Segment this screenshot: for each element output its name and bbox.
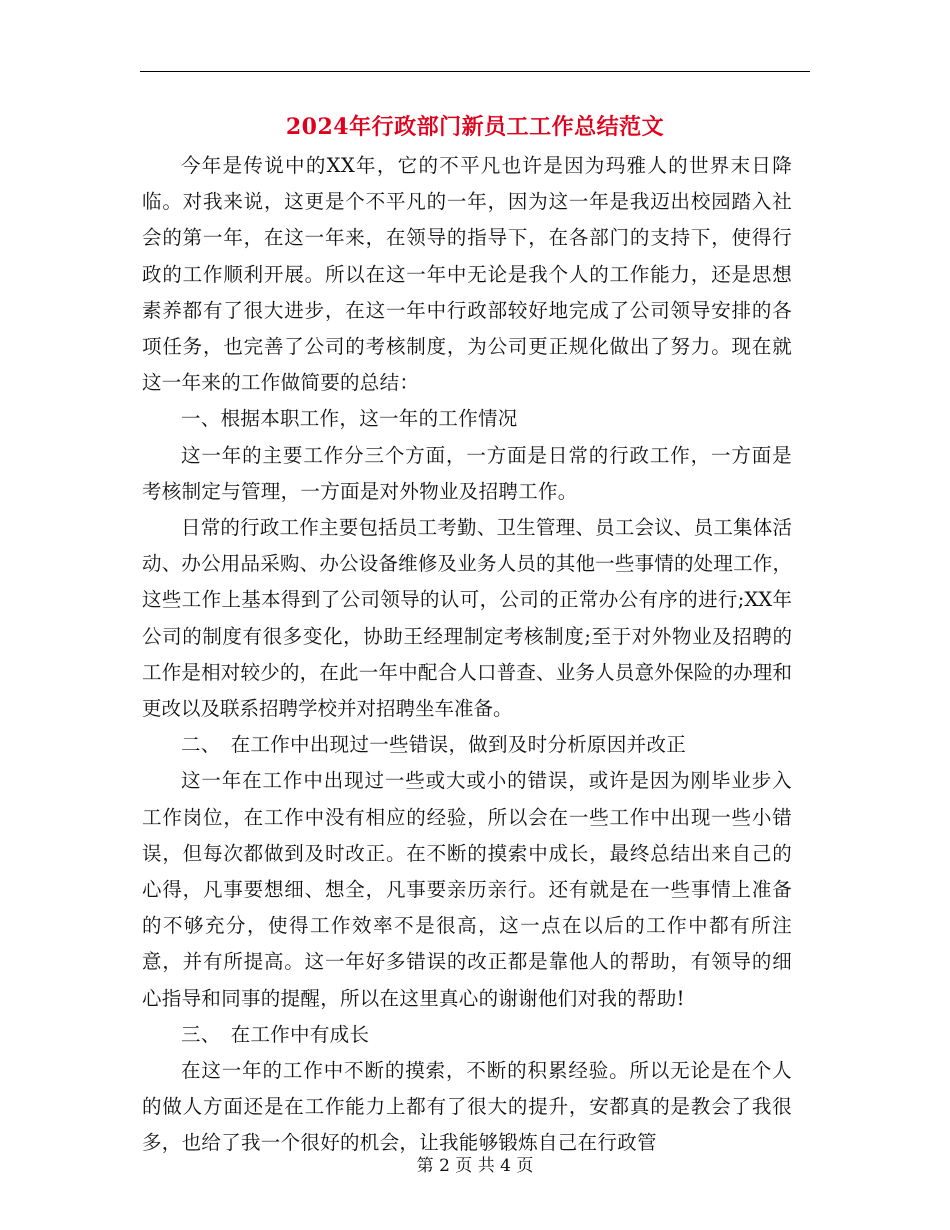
document-title: 2024年行政部门新员工工作总结范文 xyxy=(285,114,665,140)
body-paragraph: 这一年的主要工作分三个方面，一方面是日常的行政工作，一方面是考核制定与管理，一方面是对外物业及招聘工作。 xyxy=(142,443,792,503)
section-heading-1: 一、根据本职工作，这一年的工作情况 xyxy=(181,407,518,431)
section-heading-2: 二、 在工作中出现过一些错误，做到及时分析原因并改正 xyxy=(181,733,687,757)
section-heading-3: 三、 在工作中有成长 xyxy=(181,1022,370,1046)
intro-paragraph: 今年是传说中的XX年，它的不平凡也许是因为玛雅人的世界末日降临。对我来说，这更是个不平凡的一年，因为这一年是我迈出校园踏入社会的第一年，在这一年来，在领导的指导下，在各部门的支持下，使得行政的工作顺利开展。所以在这一年中无论是我个人的工作能力，还是思想素养都有了很大进步，在这一年中行政部较好地完成了公司领导安排的各项任务，也完善了公司的考核制度，为公司更正规化做出了努力。现在就这一年来的工作做简要的总结： xyxy=(142,154,792,395)
document-body xyxy=(142,148,792,1162)
body-paragraph: 这一年在工作中出现过一些或大或小的错误，或许是因为刚毕业步入工作岗位，在工作中没有相应的经验，所以会在一些工作中出现一些小错误，但每次都做到及时改正。在不断的摸索中成长，最终总结出来自己的心得，凡事要想细、想全，凡事要亲历亲行。还有就是在一些事情上准备的不够充分，使得工作效率不是很高，这一点在以后的工作中都有所注意，并有所提高。这一年好多错误的改正都是靠他人的帮助，有领导的细心指导和同事的提醒，所以在这里真心的谢谢他们对我的帮助! xyxy=(142,769,792,1010)
header-rule xyxy=(140,71,810,72)
body-paragraph: 日常的行政工作主要包括员工考勤、卫生管理、员工会议、员工集体活动、办公用品采购、办公设备维修及业务人员的其他一些事情的处理工作，这些工作上基本得到了公司领导的认可，公司的正常办公有序的进行;XX年公司的制度有很多变化，协助王经理制定考核制度;至于对外物业及招聘的工作是相对较少的，在此一年中配合人口普查、业务人员意外保险的办理和更改以及联系招聘学校并对招聘坐车准备。 xyxy=(142,516,792,721)
page-number-footer: 第 2 页 共 4 页 xyxy=(416,1156,534,1176)
body-paragraph: 在这一年的工作中不断的摸索，不断的积累经验。所以无论是在个人的做人方面还是在工作能力上都有了很大的提升，安都真的是教会了我很多，也给了我一个很好的机会，让我能够锻炼自己在行政管 xyxy=(142,1059,792,1155)
